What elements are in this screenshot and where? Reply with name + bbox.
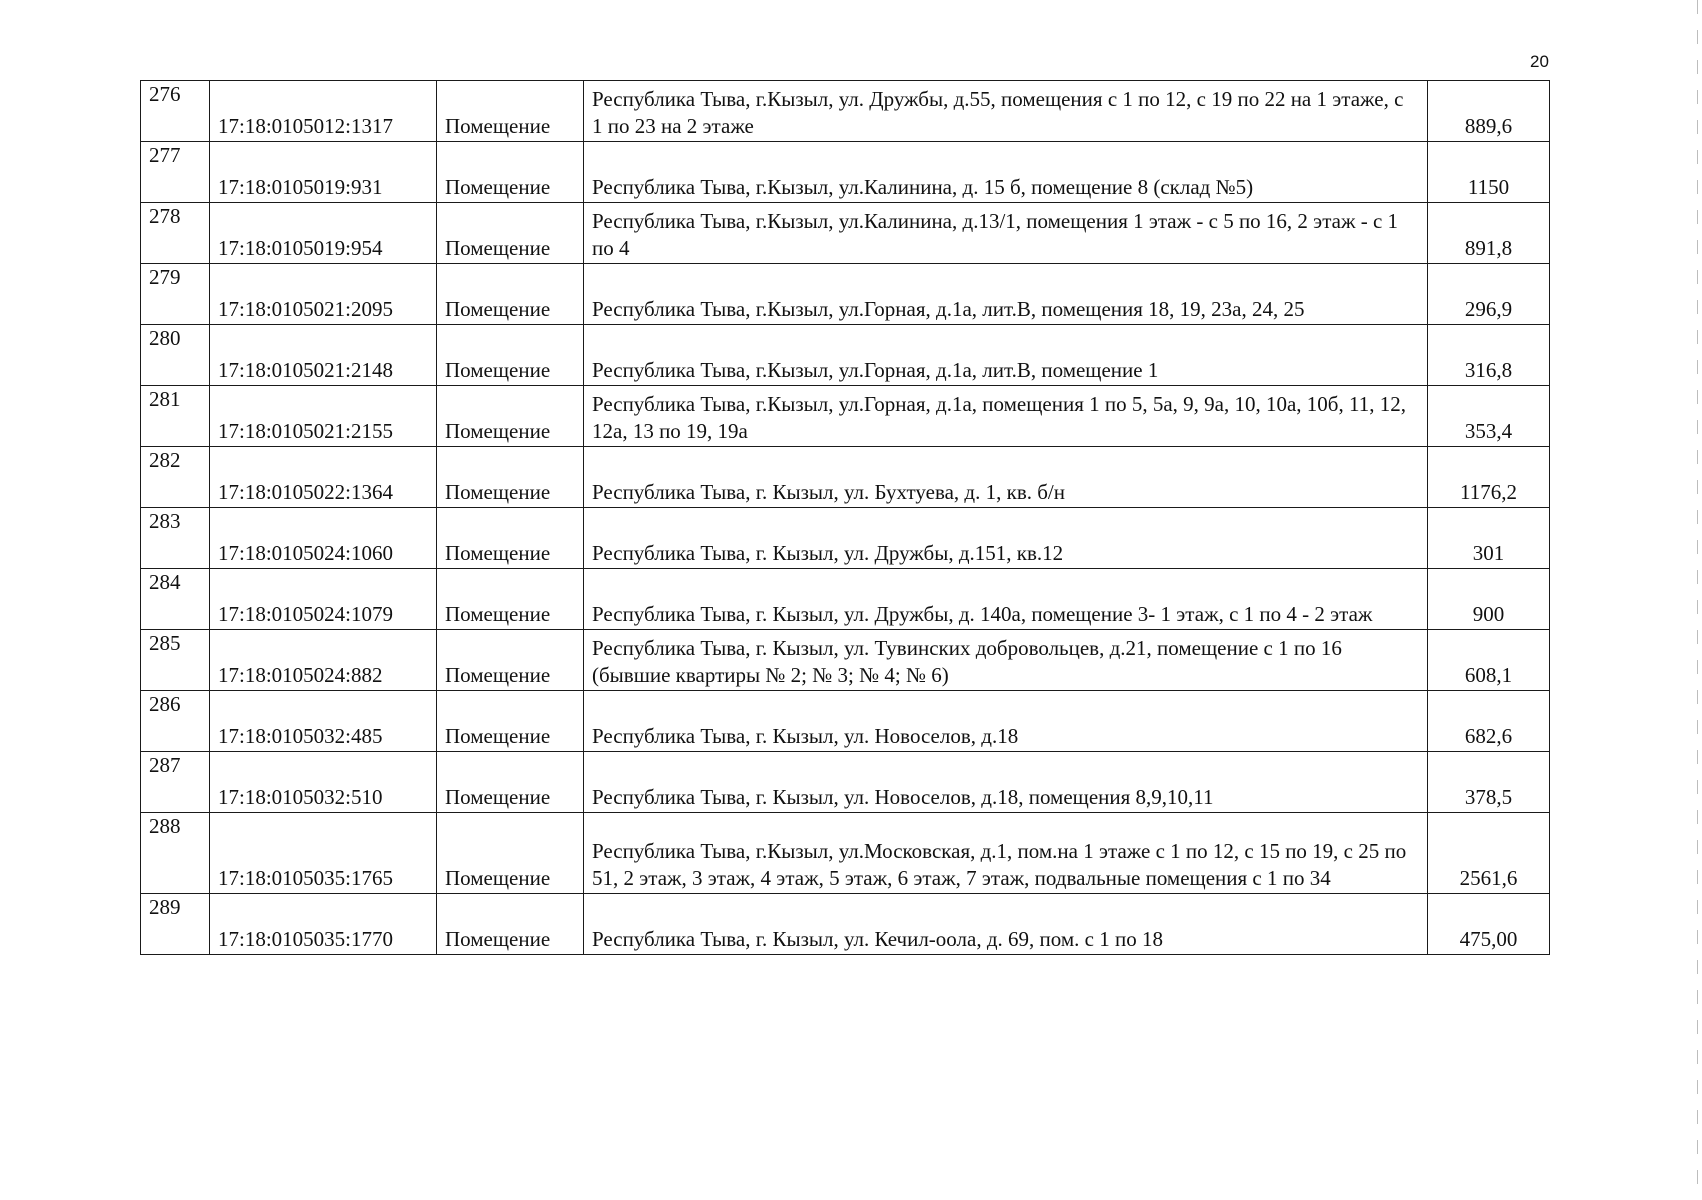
cadastral-number-cell: 17:18:0105032:485 <box>210 691 437 752</box>
cadastral-number-cell: 17:18:0105035:1770 <box>210 894 437 955</box>
object-type-cell: Помещение <box>437 264 584 325</box>
table-row <box>141 813 1550 894</box>
object-type-cell: Помещение <box>437 325 584 386</box>
row-number-cell: 287 <box>141 752 210 813</box>
table-row <box>141 752 1550 813</box>
row-number-cell: 276 <box>141 81 210 142</box>
table-row <box>141 203 1550 264</box>
row-number-cell: 281 <box>141 386 210 447</box>
object-type-cell: Помещение <box>437 203 584 264</box>
address-cell: Республика Тыва, г. Кызыл, ул. Дружбы, д. 140а, помещение 3- 1 этаж, с 1 по 4 - 2 этаж <box>584 569 1428 630</box>
table-row <box>141 142 1550 203</box>
cadastral-number-cell: 17:18:0105021:2155 <box>210 386 437 447</box>
table-row <box>141 894 1550 955</box>
row-number-cell: 279 <box>141 264 210 325</box>
cadastral-number-cell: 17:18:0105032:510 <box>210 752 437 813</box>
address-cell: Республика Тыва, г.Кызыл, ул.Московская, д.1, пом.на 1 этаже с 1 по 12, с 15 по 19, с 25 по 51, 2 этаж, 3 этаж, 4 этаж, 5 этаж, 6 этаж, 7 этаж, подвальные помещения с 1 по 34 <box>584 813 1428 894</box>
area-cell: 353,4 <box>1428 386 1550 447</box>
area-cell: 475,00 <box>1428 894 1550 955</box>
table-row <box>141 569 1550 630</box>
cadastral-number-cell: 17:18:0105024:1060 <box>210 508 437 569</box>
row-number-cell: 283 <box>141 508 210 569</box>
cadastral-number-cell: 17:18:0105022:1364 <box>210 447 437 508</box>
address-cell: Республика Тыва, г. Кызыл, ул. Новоселов, д.18 <box>584 691 1428 752</box>
object-type-cell: Помещение <box>437 691 584 752</box>
page-number: 20 <box>1530 52 1549 71</box>
object-type-cell: Помещение <box>437 630 584 691</box>
area-cell: 378,5 <box>1428 752 1550 813</box>
table-row <box>141 386 1550 447</box>
table-row <box>141 447 1550 508</box>
address-cell: Республика Тыва, г.Кызыл, ул.Горная, д.1а, лит.В, помещение 1 <box>584 325 1428 386</box>
row-number-cell: 282 <box>141 447 210 508</box>
area-cell: 301 <box>1428 508 1550 569</box>
area-cell: 891,8 <box>1428 203 1550 264</box>
area-cell: 1150 <box>1428 142 1550 203</box>
area-cell: 316,8 <box>1428 325 1550 386</box>
object-type-cell: Помещение <box>437 569 584 630</box>
area-cell: 1176,2 <box>1428 447 1550 508</box>
cadastral-number-cell: 17:18:0105024:882 <box>210 630 437 691</box>
area-cell: 889,6 <box>1428 81 1550 142</box>
area-cell: 682,6 <box>1428 691 1550 752</box>
cadastral-number-cell: 17:18:0105021:2148 <box>210 325 437 386</box>
area-cell: 900 <box>1428 569 1550 630</box>
object-type-cell: Помещение <box>437 142 584 203</box>
object-type-cell: Помещение <box>437 386 584 447</box>
row-number-cell: 278 <box>141 203 210 264</box>
object-type-cell: Помещение <box>437 81 584 142</box>
cadastral-number-cell: 17:18:0105035:1765 <box>210 813 437 894</box>
object-type-cell: Помещение <box>437 813 584 894</box>
table-body <box>141 81 1550 955</box>
table-row <box>141 325 1550 386</box>
area-cell: 296,9 <box>1428 264 1550 325</box>
address-cell: Республика Тыва, г.Кызыл, ул.Калинина, д. 15 б, помещение 8 (склад №5) <box>584 142 1428 203</box>
row-number-cell: 286 <box>141 691 210 752</box>
object-type-cell: Помещение <box>437 447 584 508</box>
cadastral-number-cell: 17:18:0105019:931 <box>210 142 437 203</box>
cadastral-number-cell: 17:18:0105012:1317 <box>210 81 437 142</box>
area-cell: 608,1 <box>1428 630 1550 691</box>
row-number-cell: 285 <box>141 630 210 691</box>
area-cell: 2561,6 <box>1428 813 1550 894</box>
address-cell: Республика Тыва, г. Кызыл, ул. Бухтуева, д. 1, кв. б/н <box>584 447 1428 508</box>
address-cell: Республика Тыва, г.Кызыл, ул.Горная, д.1а, помещения 1 по 5, 5а, 9, 9а, 10, 10а, 10б, 11, 12, 12а, 13 по 19, 19а <box>584 386 1428 447</box>
row-number-cell: 277 <box>141 142 210 203</box>
row-number-cell: 280 <box>141 325 210 386</box>
table-row <box>141 264 1550 325</box>
cadastral-number-cell: 17:18:0105019:954 <box>210 203 437 264</box>
row-number-cell: 284 <box>141 569 210 630</box>
table-row <box>141 691 1550 752</box>
object-type-cell: Помещение <box>437 508 584 569</box>
address-cell: Республика Тыва, г. Кызыл, ул. Новоселов, д.18, помещения 8,9,10,11 <box>584 752 1428 813</box>
address-cell: Республика Тыва, г. Кызыл, ул. Дружбы, д.151, кв.12 <box>584 508 1428 569</box>
table-row <box>141 81 1550 142</box>
table-row <box>141 630 1550 691</box>
property-registry-table <box>140 80 1550 955</box>
row-number-cell: 288 <box>141 813 210 894</box>
row-number-cell: 289 <box>141 894 210 955</box>
address-cell: Республика Тыва, г.Кызыл, ул.Калинина, д.13/1, помещения 1 этаж - с 5 по 16, 2 этаж - с 1 по 4 <box>584 203 1428 264</box>
object-type-cell: Помещение <box>437 894 584 955</box>
address-cell: Республика Тыва, г. Кызыл, ул. Кечил-оола, д. 69, пом. с 1 по 18 <box>584 894 1428 955</box>
object-type-cell: Помещение <box>437 752 584 813</box>
cadastral-number-cell: 17:18:0105024:1079 <box>210 569 437 630</box>
table-row <box>141 508 1550 569</box>
cadastral-number-cell: 17:18:0105021:2095 <box>210 264 437 325</box>
address-cell: Республика Тыва, г. Кызыл, ул. Тувинских добровольцев, д.21, помещение с 1 по 16 (бывшие квартиры № 2; № 3; № 4; № 6) <box>584 630 1428 691</box>
scan-edge-mark <box>1697 0 1698 1200</box>
address-cell: Республика Тыва, г.Кызыл, ул. Дружбы, д.55, помещения с 1 по 12, с 19 по 22 на 1 этаже, с 1 по 23 на 2 этаже <box>584 81 1428 142</box>
address-cell: Республика Тыва, г.Кызыл, ул.Горная, д.1а, лит.В, помещения 18, 19, 23а, 24, 25 <box>584 264 1428 325</box>
